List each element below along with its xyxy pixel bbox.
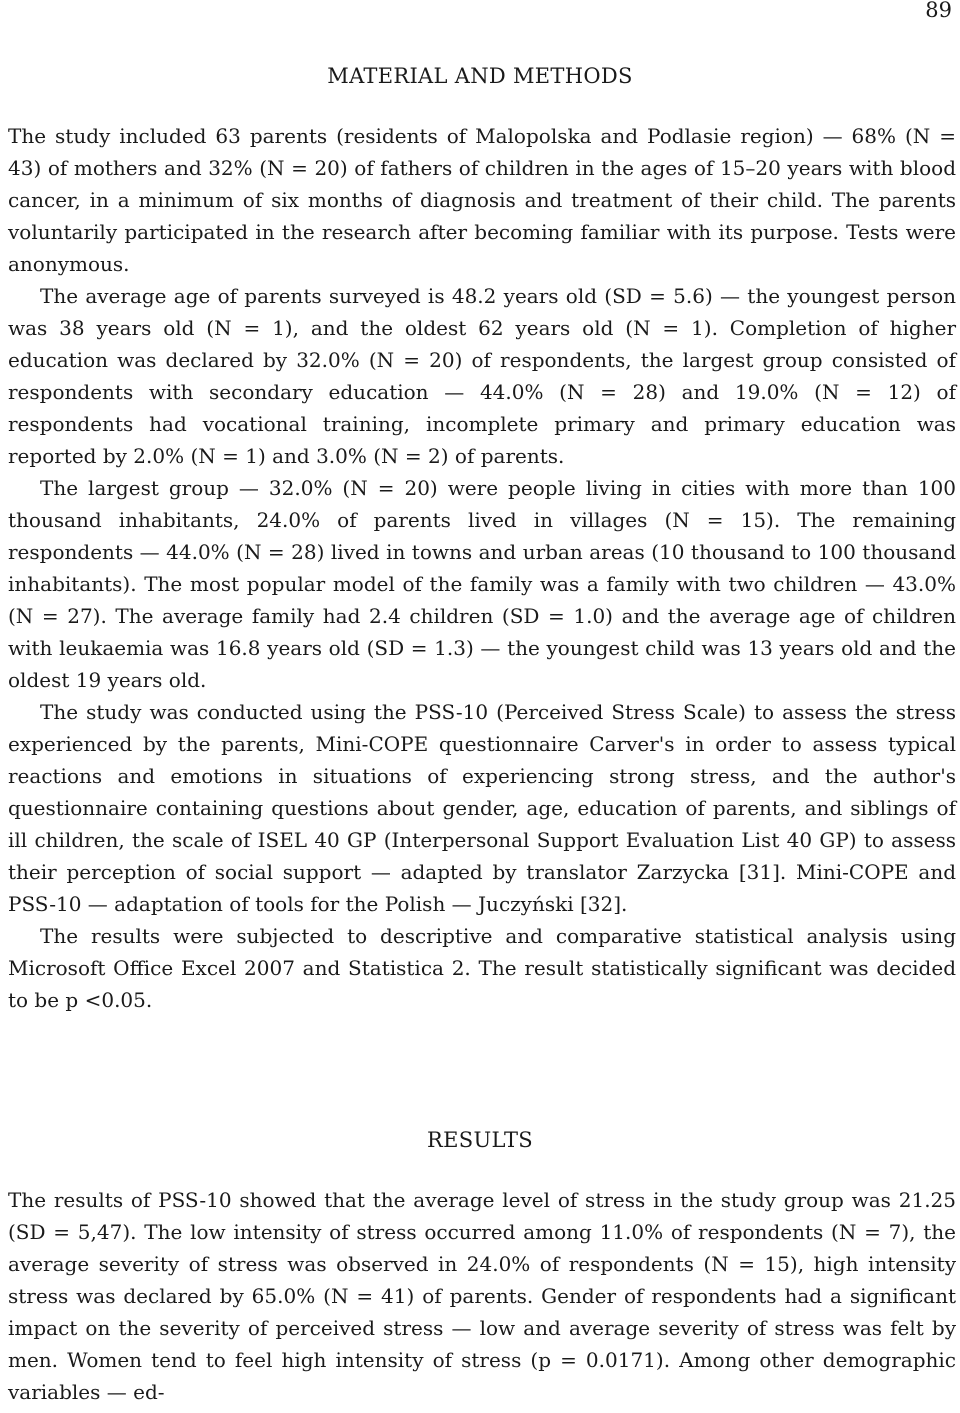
methods-paragraph-2: The average age of parents surveyed is 48.2 years old (SD = 5.6) — the youngest person was 38 years old (N = 1), and the oldest 62 years old (N = 1). Completion of higher education was declared by 32.0% (N = 20) of respondents, the largest group consisted of respondents with secondary education — 44.0% (N = 28) and 19.0% (N = 12) of respondents had vocational training, incomplete primary and primary education was reported by 2.0% (N = 1) and 3.0% (N = 2) of parents. (8, 284, 956, 468)
results-section (8, 1184, 956, 1408)
methods-section (8, 120, 956, 1016)
results-paragraph-1: The results of PSS-10 showed that the average level of stress in the study group was 21.25 (SD = 5,47). The low intensity of stress occurred among 11.0% of respondents (N = 7), the average severity of stress was observed in 24.0% of respondents (N = 15), high intensity stress was declared by 65.0% (N = 41) of parents. Gender of respondents had a significant impact on the severity of perceived stress — low and average severity of stress was felt by men. Women tend to feel high intensity of stress (p = 0.0171). Among other demographic variables — ed- (8, 1188, 956, 1404)
section-heading-results: RESULTS (427, 1128, 533, 1152)
methods-paragraph-3: The largest group — 32.0% (N = 20) were people living in cities with more than 100 thousand inhabitants, 24.0% of parents lived in villages (N = 15). The remaining respondents — 44.0% (N = 28) lived in towns and urban areas (10 thousand to 100 thousand inhabitants). The most popular model of the family was a family with two children — 43.0% (N = 27). The average family had 2.4 children (SD = 1.0) and the average age of children with leukaemia was 16.8 years old (SD = 1.3) — the youngest child was 13 years old and the oldest 19 years old. (8, 476, 956, 692)
page-number: 89 (925, 0, 952, 22)
methods-paragraph-1: The study included 63 parents (residents of Malopolska and Podlasie region) — 68% (N = 43) of mothers and 32% (N = 20) of fathers of children in the ages of 15–20 years with blood cancer, in a minimum of six months of diagnosis and treatment of their child. The parents voluntarily participated in the research after becoming familiar with its purpose. Tests were anonymous. (8, 124, 956, 276)
methods-paragraph-4: The study was conducted using the PSS-10 (Perceived Stress Scale) to assess the stress experienced by the parents, Mini-COPE questionnaire Carver's in order to assess typical reactions and emotions in situations of experiencing strong stress, and the author's questionnaire containing questions about gender, age, education of parents, and siblings of ill children, the scale of ISEL 40 GP (Interpersonal Support Evaluation List 40 GP) to assess their perception of social support — adapted by translator Zarzycka [31]. Mini-COPE and PSS-10 — adaptation of tools for the Polish — Juczyński [32]. (8, 700, 956, 916)
section-heading-methods: MATERIAL AND METHODS (327, 64, 633, 88)
methods-paragraph-5: The results were subjected to descriptive and comparative statistical analysis using Microsoft Office Excel 2007 and Statistica 2. The result statistically significant was decided to be p <0.05. (8, 924, 956, 1012)
